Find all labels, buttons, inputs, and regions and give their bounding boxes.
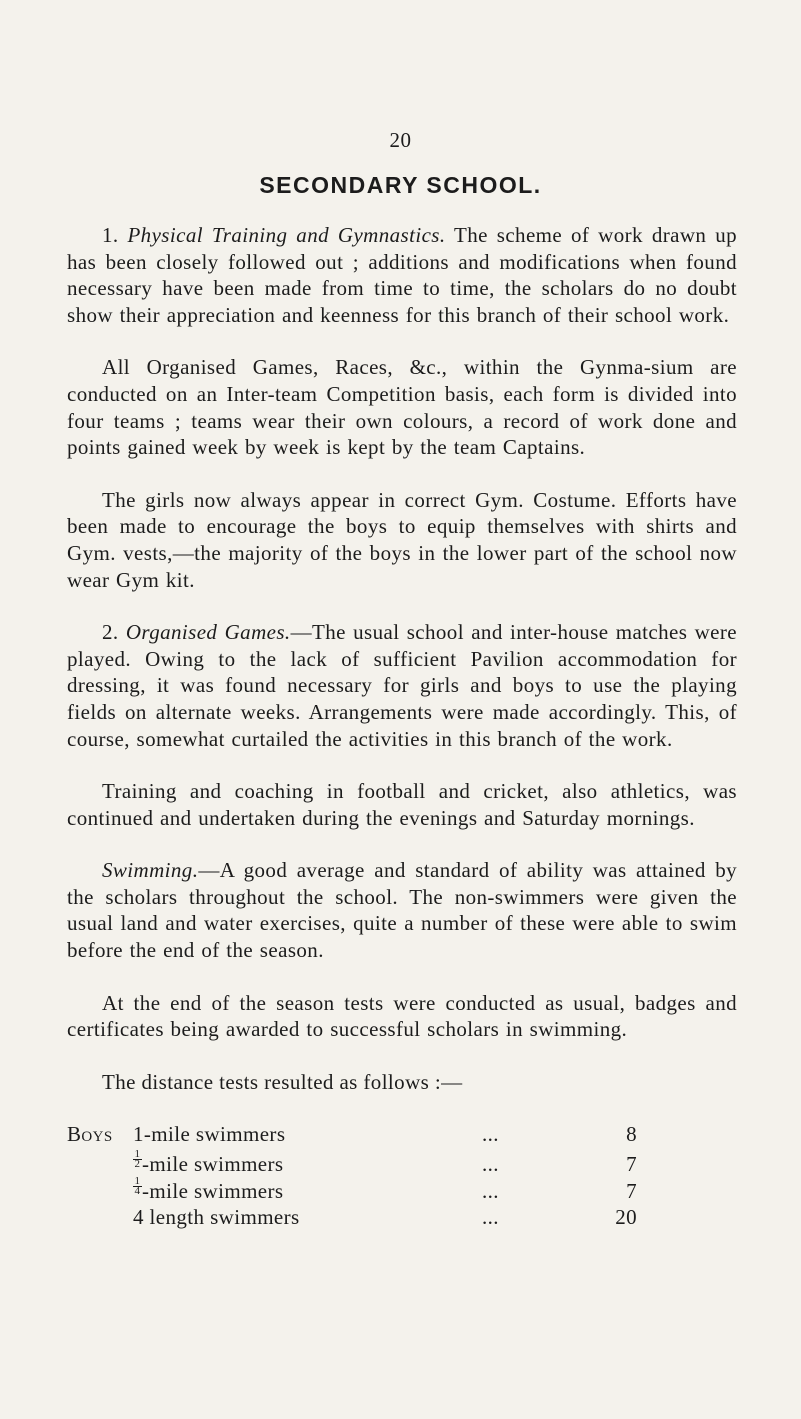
swimming-results-table: [67, 1122, 637, 1232]
paragraph-training: Training and coaching in football and cricket, also athletics, was continued and undertaken during the evenings and Saturday mornings.: [67, 779, 737, 830]
paragraph-organised-games: [67, 619, 737, 752]
row-count: 20: [615, 1204, 637, 1229]
section-heading: SECONDARY SCHOOL.: [259, 172, 542, 198]
leader-dots: ...: [482, 1179, 499, 1204]
table-row: [67, 1205, 637, 1233]
table-row: [67, 1122, 637, 1150]
section-number: 1.: [102, 223, 119, 247]
leader-dots: ...: [482, 1122, 499, 1147]
paragraph-physical-training: [67, 222, 737, 328]
section-title: Organised Games.: [125, 620, 291, 645]
fraction: $\frac{1}{4}$: [134, 1175, 141, 1198]
row-label: 1-mile swimmers: [133, 1122, 286, 1147]
leader-dots: ...: [482, 1151, 499, 1176]
group-label: Boys: [67, 1122, 113, 1147]
paragraph-tests: At the end of the season tests were conducted as usual, badges and certificates being awarded to successful scholars in swimming.: [67, 990, 737, 1042]
paragraph-text: —A good average and standard of ability was attained by the scholars throughout the school. The non-swimmers were given the usual land and water exercises, quite a number of these were able to swim before the end of the season.: [67, 858, 737, 963]
fraction: $\frac{1}{2}$: [134, 1147, 141, 1170]
row-label: $\frac{1}{2}$ -mile swimmers: [134, 1147, 284, 1176]
section-number: 2.: [102, 620, 119, 645]
paragraph-text: The scheme of work drawn up has been closely followed out ; additions and modifications when found necessary have been made from time to time, the scholars do no doubt show their appreciation and keenness for this branch of their school work.: [67, 223, 737, 327]
table-row: [67, 1177, 637, 1205]
section-title: Swimming.: [102, 858, 199, 883]
row-label: 4 length swimmers: [133, 1204, 300, 1229]
paragraph-gym-costume: The girls now always appear in correct Gym. Costume. Efforts have been made to encourage the boys to equip themselves with shirts and Gym. vests,—the majority of the boys in the lower part of the school now wear Gym kit.: [67, 487, 737, 592]
paragraph-organised-games-gymnasium: All Organised Games, Races, &c., within the Gynma-sium are conducted on an Inter-team Competition basis, each form is divided into four teams ; teams wear their own colours, a record of work done and points gained week by week is kept by the team Captains.: [67, 355, 737, 460]
row-label: $\frac{1}{4}$ -mile swimmers: [134, 1175, 284, 1204]
body-text: [67, 222, 737, 1232]
table-row: [67, 1150, 637, 1178]
paragraph-swimming: [67, 857, 737, 963]
row-count: 8: [626, 1122, 637, 1147]
paragraph-text: —The usual school and inter-house matches were played. Owing to the lack of sufficient Pavilion accommodation for dressing, it was found necessary for girls and boys to use the playing fields on alternate weeks. Arrangements were made accordingly. This, of course, somewhat curtailed the activities in this branch of the work.: [67, 620, 737, 751]
row-count: 7: [626, 1151, 637, 1176]
section-title: Physical Training and Gymnastics.: [127, 223, 446, 247]
distance-tests-intro: The distance tests resulted as follows :—: [102, 1069, 463, 1094]
row-count: 7: [626, 1179, 637, 1204]
leader-dots: ...: [482, 1204, 499, 1229]
page-number: 20: [389, 128, 412, 152]
